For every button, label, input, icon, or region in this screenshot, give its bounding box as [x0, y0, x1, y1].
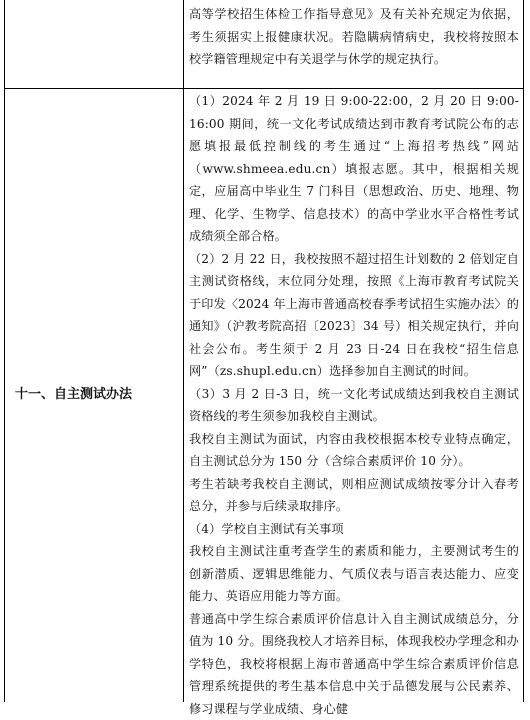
paragraph-matters-heading: （4）学校自主测试有关事项	[189, 518, 519, 541]
self-test-content-cell	[189, 90, 519, 720]
paragraph-assessment-focus: 我校自主测试注重考查学生的素质和能力，主要测试考生的创新潜质、逻辑思维能力、气质仪表与语言表达能力、应变能力、英语应用能力等方面。	[189, 540, 519, 608]
paragraph-comprehensive-evaluation: 普通高中学生综合素质评价信息计入自主测试成绩总分，分值为 10 分。围绕我校人才培养目标，体现我校办学理念和办学特色，我校将根据上海市普通高中学生综合素质评价信息管理系统提供的考生基本信息中关于品德发展与公民素养、修习课程与学业成绩、身心健	[189, 608, 519, 720]
paragraph-interview-scoring: 我校自主测试为面试，内容由我校根据本校专业特点确定，自主测试总分为 150 分（含综合素质评价 10 分）。	[189, 428, 519, 473]
admission-rules-table	[4, 0, 524, 702]
previous-row-text: 高等学校招生体检工作指导意见》及有关补充规定为依据，考生须据实上报健康状况。若隐瞒病情病史，我校将按照本校学籍管理规定中有关退学与休学的规定执行。	[189, 3, 519, 71]
paragraph-test-dates: （3）3 月 2 日-3 日，统一文化考试成绩达到我校自主测试资格线的考生须参加我校自主测试。	[189, 383, 519, 428]
table-row-self-test	[5, 88, 523, 702]
table-row-previous	[5, 0, 523, 89]
paragraph-qualification-line: （2）2 月 22 日，我校按照不超过招生计划数的 2 倍划定自主测试资格线，末位同分处理，按照《上海市教育考试院关于印发〈2024 年上海市普通高校春季考试招生实施办法〉的通知》（沪教考院高招〔2023〕34 号）相关规定执行，并向社会公布。考生须于 2 月 23 日-24 日在我校“招生信息网”（zs.shupl.edu.cn）选择参加自主测试的时间。	[189, 248, 519, 383]
paragraph-registration: （1）2024 年 2 月 19 日 9:00-22:00，2 月 20 日 9:00-16:00 期间，统一文化考试成绩达到市教育考试院公布的志愿填报最低控制线的考生通过“上海招考热线”网站（www.shmeea.edu.cn）填报志愿。其中，根据相关规定，应届高中毕业生 7 门科目（思想政治、历史、地理、物理、化学、生物学、信息技术）的高中学业水平合格性考试成绩须全部合格。	[189, 90, 519, 248]
paragraph-absence-rule: 考生若缺考我校自主测试，则相应测试成绩按零分计入春考总分，并参与后续录取排序。	[189, 473, 519, 518]
section-title: 十一、自主测试办法	[15, 383, 132, 402]
previous-row-content-cell	[189, 3, 519, 71]
